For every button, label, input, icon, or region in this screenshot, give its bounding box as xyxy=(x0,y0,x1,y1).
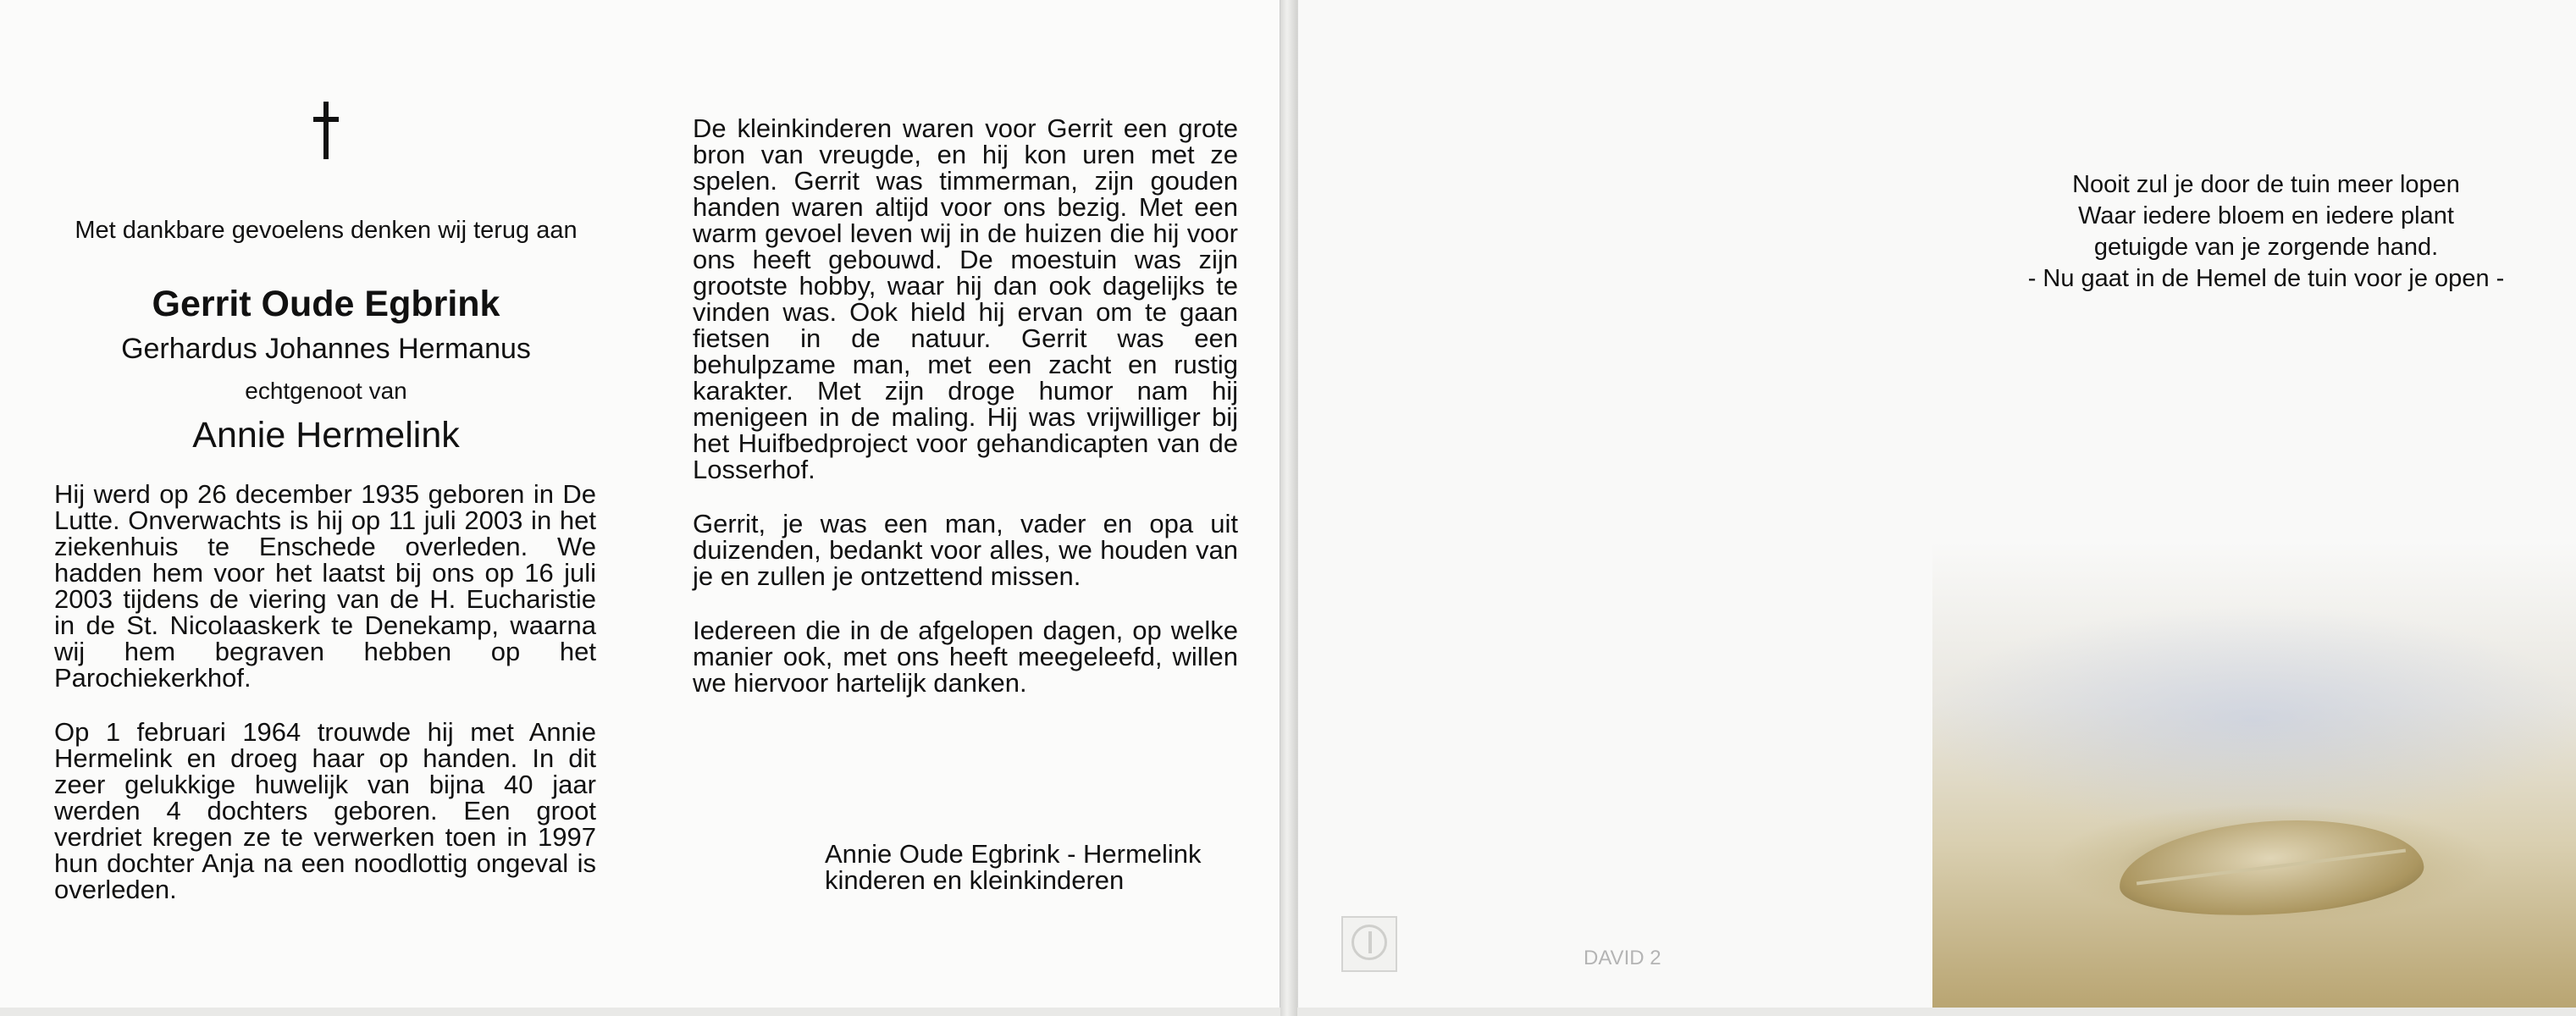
deceased-full-name: Gerhardus Johannes Hermanus xyxy=(121,333,531,365)
spouse-label: echtgenoot van xyxy=(245,378,407,404)
farewell-paragraph: Gerrit, je was een man, vader en opa uit duizenden, bedankt voor alles, we houden van je en zullen je ontzettend missen. xyxy=(693,509,1238,591)
thanks-paragraph: Iedereen die in de afgelopen dagen, op welke manier ook, met ons heeft meegeleefd, willen we hiervoor hartelijk danken. xyxy=(693,616,1238,698)
biography-column-right xyxy=(693,115,1238,696)
card-fold xyxy=(1280,0,1297,1016)
poem-line: getuigde van je zorgende hand. xyxy=(2093,234,2439,261)
poem-line: Nooit zul je door de tuin meer lopen xyxy=(2072,171,2460,198)
publisher-logo-icon xyxy=(1341,916,1397,972)
cross-icon xyxy=(313,102,339,169)
signature xyxy=(825,841,1202,893)
intro-text: Met dankbare gevoelens denken wij terug aan xyxy=(75,217,578,244)
print-code: DAVID 2 xyxy=(1584,947,1661,969)
poem xyxy=(1961,169,2571,295)
biography-paragraph: Hij werd op 26 december 1935 geboren in De Lutte. Onverwachts is hij op 11 juli 2003 in het ziekenhuis te Enschede overleden. We hadden hem voor het laatst bij ons op 16 juli 2003 tijdens de viering van de H. Eucharistie in de St. Nicolaaskerk te Denekamp, waarna wij hem begraven hebben op het Parochiekerkhof. xyxy=(54,479,596,693)
biography-column-left xyxy=(54,481,596,903)
poem-line: - Nu gaat in de Hemel de tuin voor je open - xyxy=(2027,265,2505,292)
poem-line: Waar iedere bloem en iedere plant xyxy=(2078,202,2454,229)
deceased-name: Gerrit Oude Egbrink xyxy=(152,284,500,324)
leaf-illustration xyxy=(1932,542,2576,1008)
signature-line: kinderen en kleinkinderen xyxy=(825,865,1125,895)
biography-paragraph: Op 1 februari 1964 trouwde hij met Annie Hermelink en droeg haar op handen. In dit zeer gelukkige huwelijk van bijna 40 jaar werden 4 dochters geboren. Een groot verdriet kregen ze te verwerken toen in 1997 hun dochter Anja na een noodlottig ongeval is overleden. xyxy=(54,717,596,904)
card-inner-page xyxy=(0,0,1280,1008)
signature-line: Annie Oude Egbrink - Hermelink xyxy=(825,839,1202,869)
biography-paragraph: De kleinkinderen waren voor Gerrit een grote bron van vreugde, en hij kon uren met ze spelen. Gerrit was timmerman, zijn gouden handen waren altijd voor ons bezig. Met een warm gevoel leven wij in de huizen die hij voor ons heeft gebouwd. De moestuin was zijn grootste hobby, waar hij dan ook dagelijks te vinden was. Ook hield hij ervan om te gaan fietsen in de natuur. Gerrit was een behulpzame man, met een zacht en rustig karakter. Met zijn droge humor nam hij menigeen in de maling. Hij was vrijwilliger bij het Huifbedproject voor gehandicapten van de Losserhof. xyxy=(693,113,1238,484)
spouse-name: Annie Hermelink xyxy=(192,415,460,456)
